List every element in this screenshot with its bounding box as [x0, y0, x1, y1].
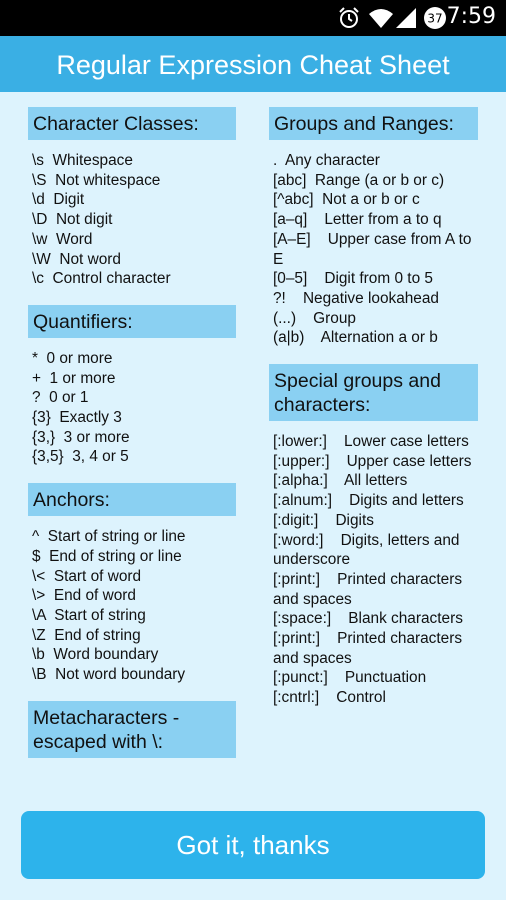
list-item: \> End of word: [32, 587, 136, 605]
section-items: [269, 140, 478, 348]
section: [269, 364, 478, 708]
got-it-button-label: Got it, thanks: [176, 830, 330, 860]
title-bar: [0, 36, 506, 92]
section-items: [28, 516, 236, 685]
list-item: \W Not word: [32, 250, 121, 268]
section: [28, 701, 236, 758]
list-item: [0–5] Digit from 0 to 5: [273, 270, 433, 288]
list-item: [:lower:] Lower case letters: [273, 433, 469, 451]
list-item: [:upper:] Upper case letters: [273, 452, 472, 470]
list-item: [:alpha:] All letters: [273, 472, 408, 490]
list-item: \c Control character: [32, 270, 171, 288]
list-item: \d Digit: [32, 191, 85, 209]
list-item: [:punct:] Punctuation: [273, 669, 427, 687]
signal-icon: [396, 6, 416, 30]
section: [28, 483, 236, 685]
section-items: [28, 140, 236, 289]
list-item: ? 0 or 1: [32, 389, 89, 407]
wifi-icon: [368, 6, 394, 30]
cheat-sheet-content[interactable]: [0, 92, 506, 790]
battery-level: 37: [427, 11, 443, 26]
list-item: \s Whitespace: [32, 152, 133, 169]
page-title: Regular Expression Cheat Sheet: [56, 50, 450, 80]
list-item: (...) Group: [273, 309, 356, 327]
list-item: [^abc] Not a or b or c: [273, 191, 420, 209]
section: [269, 107, 478, 348]
section-header: Special groups and characters:: [269, 364, 478, 421]
list-item: [abc] Range (a or b or c): [273, 171, 445, 189]
list-item: [:space:] Blank characters: [273, 610, 463, 628]
list-item: \A Start of string: [32, 606, 146, 624]
list-item: [A–E] Upper case from A to E: [273, 230, 476, 268]
section-header: Character Classes:: [28, 107, 236, 140]
section-header: Anchors:: [28, 483, 236, 516]
alarm-icon: [337, 6, 361, 30]
list-item: (a|b) Alternation a or b: [273, 329, 438, 347]
list-item: [:word:] Digits, letters and underscore: [273, 531, 464, 569]
list-item: [a–q] Letter from a to q: [273, 211, 442, 229]
right-column: [269, 107, 478, 724]
left-column: [28, 107, 236, 774]
section-items: [28, 338, 236, 467]
list-item: [:print:] Printed characters and spaces: [273, 630, 467, 667]
section-items: [269, 421, 478, 708]
list-item: ?! Negative lookahead: [273, 289, 439, 307]
section-header: Quantifiers:: [28, 305, 236, 338]
list-item: [:print:] Printed characters and spaces: [273, 570, 467, 608]
list-item: {3,} 3 or more: [32, 428, 130, 446]
list-item: [:alnum:] Digits and letters: [273, 492, 464, 510]
list-item: [:cntrl:] Control: [273, 689, 386, 707]
list-item: * 0 or more: [32, 349, 113, 367]
section: [28, 107, 236, 289]
list-item: \S Not whitespace: [32, 171, 161, 189]
section-header: Metacharacters - escaped with \:: [28, 701, 236, 758]
battery-icon: [423, 5, 447, 31]
list-item: $ End of string or line: [32, 547, 182, 565]
list-item: . Any character: [273, 152, 380, 169]
list-item: [:digit:] Digits: [273, 511, 374, 529]
section: [28, 305, 236, 467]
list-item: ^ Start of string or line: [32, 528, 186, 546]
list-item: \B Not word boundary: [32, 666, 186, 684]
list-item: {3,5} 3, 4 or 5: [32, 448, 129, 466]
list-item: + 1 or more: [32, 369, 116, 387]
list-item: {3} Exactly 3: [32, 409, 122, 427]
list-item: \D Not digit: [32, 211, 113, 229]
status-bar: [0, 0, 506, 36]
list-item: \b Word boundary: [32, 646, 159, 664]
list-item: \Z End of string: [32, 626, 141, 644]
status-time: 7:59: [446, 4, 496, 29]
list-item: \w Word: [32, 230, 93, 248]
section-header: Groups and Ranges:: [269, 107, 478, 140]
got-it-button[interactable]: [21, 811, 485, 879]
list-item: \< Start of word: [32, 567, 142, 585]
